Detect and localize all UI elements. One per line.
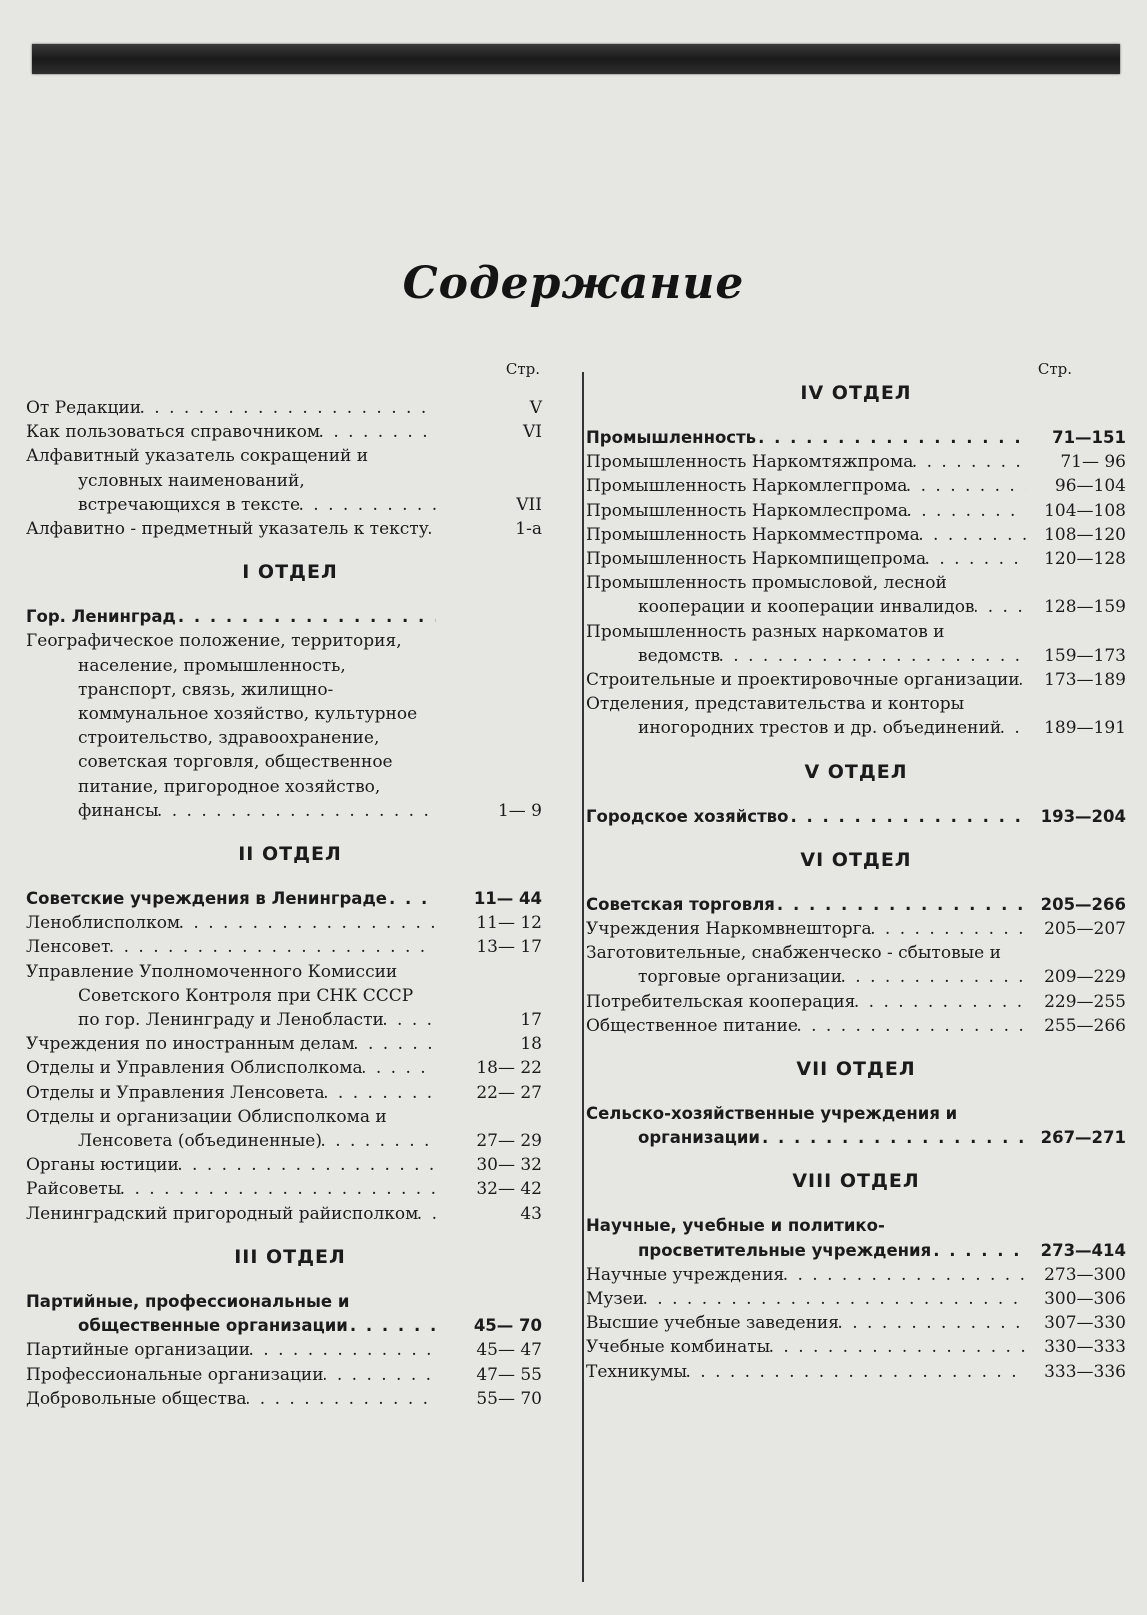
toc-entry-title: Отделения, представительства и конторы иногородних трестов и др. объединений — [586, 694, 1002, 739]
toc-entry-title: Промышленность разных наркоматов и ведомств — [586, 621, 945, 666]
toc-entry-title-cell — [586, 1214, 1026, 1262]
toc-entry-title: Промышленность Наркомтяжпрома — [586, 452, 914, 473]
section-2-list — [26, 887, 554, 1226]
toc-entry-title: Леноблисполком — [26, 913, 181, 934]
toc-entry-page: 22— 27 — [436, 1081, 554, 1105]
toc-entry — [26, 1387, 554, 1411]
toc-entry-page: 45— 47 — [436, 1338, 554, 1362]
toc-entry-title-cell — [26, 1177, 436, 1201]
toc-entry-page: 333—336 — [1026, 1360, 1126, 1384]
toc-entry — [586, 474, 1126, 498]
toc-entry-title-cell — [586, 474, 1026, 498]
toc-entry-title-cell — [26, 1202, 436, 1226]
toc-entry-page: 159—173 — [1026, 644, 1126, 668]
toc-entry-page: 71— 96 — [1026, 450, 1126, 474]
toc-entry-title: Строительные и проектировочные организации — [586, 670, 1020, 691]
toc-entry-page: 120—128 — [1026, 547, 1126, 571]
section-5-list — [586, 805, 1126, 829]
toc-entry-title-cell — [586, 1014, 1026, 1038]
section-heading: VIII ОТДЕЛ — [792, 1170, 920, 1193]
toc-entry-title-cell — [586, 668, 1026, 692]
toc-entry-title: Сельско-хозяйственные учреждения и организации — [586, 1104, 958, 1148]
toc-entry-title-cell — [586, 990, 1026, 1014]
toc-entry-title: Учреждения по иностранным делам — [26, 1034, 355, 1055]
toc-entry — [586, 450, 1126, 474]
toc-entry-title-cell — [26, 444, 436, 517]
toc-entry — [26, 960, 554, 1033]
toc-entry-title: Общественное питание — [586, 1015, 798, 1036]
toc-entry-title: Заготовительные, снабженческо - сбытовые и торговые организации — [586, 943, 1001, 988]
toc-entry-title: Ленсовет — [26, 937, 111, 958]
toc-entry-title-cell — [586, 1311, 1026, 1335]
section-7-list — [586, 1102, 1126, 1150]
toc-entry-page: V — [436, 396, 554, 420]
toc-entry-title-cell — [26, 629, 436, 823]
toc-entry-title: Как пользоваться справочником — [26, 422, 321, 443]
toc-entry — [586, 668, 1126, 692]
toc-entry — [26, 605, 554, 629]
toc-entry-title-cell — [586, 571, 1026, 619]
toc-entry-title-cell — [586, 1102, 1026, 1150]
toc-entry — [586, 692, 1126, 740]
toc-entry-page: 108—120 — [1026, 523, 1126, 547]
toc-entry-title: Отделы и Управления Ленсовета — [26, 1082, 325, 1103]
toc-entry-page: 11— 44 — [436, 887, 554, 911]
toc-entry-page: 27— 29 — [436, 1129, 554, 1153]
top-decorative-bar — [32, 44, 1120, 74]
toc-entry-title-cell — [26, 1105, 436, 1153]
toc-entry — [586, 805, 1126, 829]
toc-entry-title-cell — [586, 450, 1026, 474]
section-heading: III ОТДЕЛ — [234, 1245, 346, 1268]
toc-entry-title: Отделы и Управления Облисполкома — [26, 1058, 363, 1079]
toc-entry-page: 300—306 — [1026, 1287, 1126, 1311]
toc-entry-title: Промышленность Наркомлегпрома — [586, 476, 908, 497]
section-heading: VI ОТДЕЛ — [800, 848, 912, 871]
toc-entry-title-cell — [586, 1287, 1026, 1311]
toc-entry-title: Управление Уполномоченного Комиссии Советского Контроля при СНК СССР по гор. Ленинграду и Ленобласти — [26, 961, 414, 1031]
section-heading: II ОТДЕЛ — [238, 843, 342, 866]
toc-entry-page: 173—189 — [1026, 668, 1126, 692]
toc-entry — [26, 1056, 554, 1080]
section-heading: IV ОТДЕЛ — [800, 382, 912, 404]
toc-entry-title-cell — [586, 1335, 1026, 1359]
toc-entry-page: 273—300 — [1026, 1263, 1126, 1287]
toc-entry — [586, 893, 1126, 917]
toc-entry — [586, 941, 1126, 989]
toc-entry-page: 18 — [436, 1032, 554, 1056]
toc-entry-title-cell — [586, 1360, 1026, 1384]
section-heading: I ОТДЕЛ — [242, 561, 338, 584]
toc-entry-title-cell — [26, 935, 436, 959]
section-8-list — [586, 1214, 1126, 1383]
toc-entry — [586, 1014, 1126, 1038]
toc-entry-page: VI — [436, 420, 554, 444]
toc-entry-title-cell — [26, 517, 436, 541]
left-column — [26, 360, 554, 1411]
toc-entry-page: 17 — [436, 1008, 554, 1032]
toc-entry — [26, 1105, 554, 1153]
toc-entry — [26, 911, 554, 935]
toc-entry-title: Алфавитный указатель сокращений и условных наименований, встречающихся в тексте — [26, 446, 369, 515]
toc-entry-page: 43 — [436, 1202, 554, 1226]
toc-entry-title-cell — [26, 1363, 436, 1387]
toc-entry-title: Городское хозяйство — [586, 806, 789, 826]
toc-entry-title-cell — [26, 1081, 436, 1105]
toc-entry-title: Техникумы — [586, 1361, 688, 1382]
toc-entry-page: 205—207 — [1026, 917, 1126, 941]
toc-entry-title-cell — [26, 396, 436, 420]
toc-entry — [586, 1214, 1126, 1262]
section-4-list — [586, 426, 1126, 741]
toc-entry-page: 32— 42 — [436, 1177, 554, 1201]
column-divider — [582, 372, 584, 1582]
toc-entry-title: От Редакции — [26, 398, 142, 418]
toc-entry-title: Промышленность — [586, 428, 757, 447]
page-title: Содержание — [402, 258, 745, 309]
toc-entry-page: 55— 70 — [436, 1387, 554, 1411]
toc-entry-title: Научные, учебные и политико-просветительные учреждения — [586, 1216, 932, 1260]
toc-entry-title-cell — [586, 941, 1026, 989]
toc-entry-page: 1-а — [436, 517, 554, 541]
toc-entry-title: Райсоветы — [26, 1179, 122, 1200]
toc-entry-title-cell — [26, 1387, 436, 1411]
toc-entry-title-cell — [586, 893, 1026, 917]
toc-entry-title-cell — [26, 887, 436, 911]
toc-entry — [26, 444, 554, 517]
toc-entry-title: Добровольные общества — [26, 1388, 247, 1409]
toc-entry-title: Советские учреждения в Ленинграде — [26, 889, 387, 909]
toc-entry-page: 255—266 — [1026, 1014, 1126, 1038]
toc-entry-page: 47— 55 — [436, 1363, 554, 1387]
right-column — [586, 360, 1126, 1384]
toc-entry-title: Научные учреждения — [586, 1264, 785, 1285]
toc-entry — [26, 935, 554, 959]
toc-entry — [26, 1338, 554, 1362]
page-column-label: Стр. — [505, 360, 540, 378]
toc-entry — [586, 1335, 1126, 1359]
toc-entry-title: Гор. Ленинград — [26, 607, 176, 627]
toc-entry-title: Музеи — [586, 1289, 645, 1310]
toc-entry — [586, 1102, 1126, 1150]
toc-entry-title: Потребительская кооперация — [586, 991, 856, 1012]
toc-entry-title: Учебные комбинаты — [586, 1337, 771, 1358]
toc-entry-title: Промышленность промысловой, лесной кооперации и кооперации инвалидов — [586, 573, 975, 618]
toc-entry-title: Географическое положение, территория, население, промышленность, транспорт, связь, жилищно-коммунальное хозяйство, культурное строительство, здравоохранение, советская торговля, общественное питание, пригородное хозяйство, финансы — [26, 631, 418, 821]
toc-entry-page: 330—333 — [1026, 1335, 1126, 1359]
toc-entry-title: Партийные организации — [26, 1340, 251, 1361]
front-matter — [26, 396, 554, 541]
toc-entry-title: Алфавитно - предметный указатель к тексту — [26, 519, 429, 540]
toc-entry-title-cell — [586, 1263, 1026, 1287]
section-heading: V ОТДЕЛ — [804, 760, 908, 783]
toc-entry — [586, 1311, 1126, 1335]
toc-entry-title: Партийные, профессиональные и общественные организации — [26, 1291, 350, 1336]
toc-entry — [586, 426, 1126, 450]
toc-entry-title-cell — [586, 499, 1026, 523]
toc-entry — [26, 517, 554, 541]
toc-entry — [26, 420, 554, 444]
toc-entry-page: 1— 9 — [436, 799, 554, 823]
toc-entry-title: Отделы и организации Облисполкома и Ленсовета (объединенные) — [26, 1106, 387, 1152]
toc-entry — [586, 620, 1126, 668]
toc-entry-page: 96—104 — [1026, 474, 1126, 498]
toc-entry-page: 193—204 — [1026, 805, 1126, 829]
toc-entry — [586, 571, 1126, 619]
toc-entry-page: 45— 70 — [436, 1314, 554, 1338]
toc-entry-title: Профессиональные организации — [26, 1364, 324, 1385]
toc-entry-title-cell — [26, 911, 436, 935]
toc-entry-page: 209—229 — [1026, 965, 1126, 989]
toc-entry-title: Ленинградский пригородный райисполком — [26, 1203, 419, 1224]
section-3-list — [26, 1290, 554, 1411]
toc-entry — [586, 990, 1126, 1014]
toc-entry-page: 128—159 — [1026, 595, 1126, 619]
toc-entry-title-cell — [26, 960, 436, 1033]
toc-entry-title-cell — [586, 917, 1026, 941]
toc-entry-page: 307—330 — [1026, 1311, 1126, 1335]
toc-entry-title-cell — [26, 1032, 436, 1056]
toc-entry-page: 267—271 — [1026, 1126, 1126, 1150]
toc-entry-title: Органы юстиции — [26, 1155, 179, 1176]
toc-entry — [26, 1290, 554, 1338]
toc-entry-page: 13— 17 — [436, 935, 554, 959]
toc-entry-title-cell — [26, 1338, 436, 1362]
toc-entry-title-cell — [26, 420, 436, 444]
toc-entry-title-cell — [586, 523, 1026, 547]
toc-entry-page: VII — [436, 493, 554, 517]
toc-entry-page: 18— 22 — [436, 1056, 554, 1080]
toc-entry-title-cell — [26, 605, 436, 629]
toc-entry — [26, 1081, 554, 1105]
toc-entry — [26, 396, 554, 420]
section-1-list — [26, 605, 554, 823]
toc-entry-title: Учреждения Наркомвнешторга — [586, 919, 872, 940]
toc-entry — [26, 1177, 554, 1201]
toc-entry-title-cell — [586, 547, 1026, 571]
page-column-label: Стр. — [1037, 360, 1072, 378]
toc-entry-page: 273—414 — [1026, 1239, 1126, 1263]
toc-entry-title-cell — [586, 426, 1026, 450]
toc-entry — [26, 1363, 554, 1387]
toc-entry — [586, 523, 1126, 547]
toc-entry — [586, 917, 1126, 941]
section-6-list — [586, 893, 1126, 1038]
toc-entry — [26, 629, 554, 823]
toc-entry-title: Промышленность Наркомлеспрома — [586, 500, 908, 521]
toc-entry-page: 189—191 — [1026, 716, 1126, 740]
toc-entry-page: 205—266 — [1026, 893, 1126, 917]
toc-entry — [586, 499, 1126, 523]
toc-entry-title-cell — [26, 1153, 436, 1177]
toc-entry-title-cell — [26, 1056, 436, 1080]
toc-entry — [586, 1287, 1126, 1311]
toc-entry-page: 71—151 — [1026, 426, 1126, 450]
toc-entry-page: 11— 12 — [436, 911, 554, 935]
toc-entry — [586, 547, 1126, 571]
toc-entry-title: Высшие учебные заведения — [586, 1313, 839, 1334]
toc-entry — [26, 1032, 554, 1056]
toc-entry-page: 30— 32 — [436, 1153, 554, 1177]
toc-entry — [586, 1263, 1126, 1287]
toc-entry-title-cell — [586, 692, 1026, 740]
toc-entry-title-cell — [586, 805, 1026, 829]
toc-entry-title: Советская торговля — [586, 894, 775, 914]
toc-entry-title-cell — [26, 1290, 436, 1338]
toc-entry — [26, 1202, 554, 1226]
toc-entry — [26, 887, 554, 911]
toc-entry-title-cell — [586, 620, 1026, 668]
toc-entry-title: Промышленность Наркомместпрома — [586, 524, 920, 545]
toc-entry — [26, 1153, 554, 1177]
toc-entry-page: 104—108 — [1026, 499, 1126, 523]
toc-entry-title: Промышленность Наркомпищепрома — [586, 549, 927, 570]
toc-entry-page: 229—255 — [1026, 990, 1126, 1014]
toc-entry — [586, 1360, 1126, 1384]
section-heading: VII ОТДЕЛ — [796, 1058, 916, 1081]
